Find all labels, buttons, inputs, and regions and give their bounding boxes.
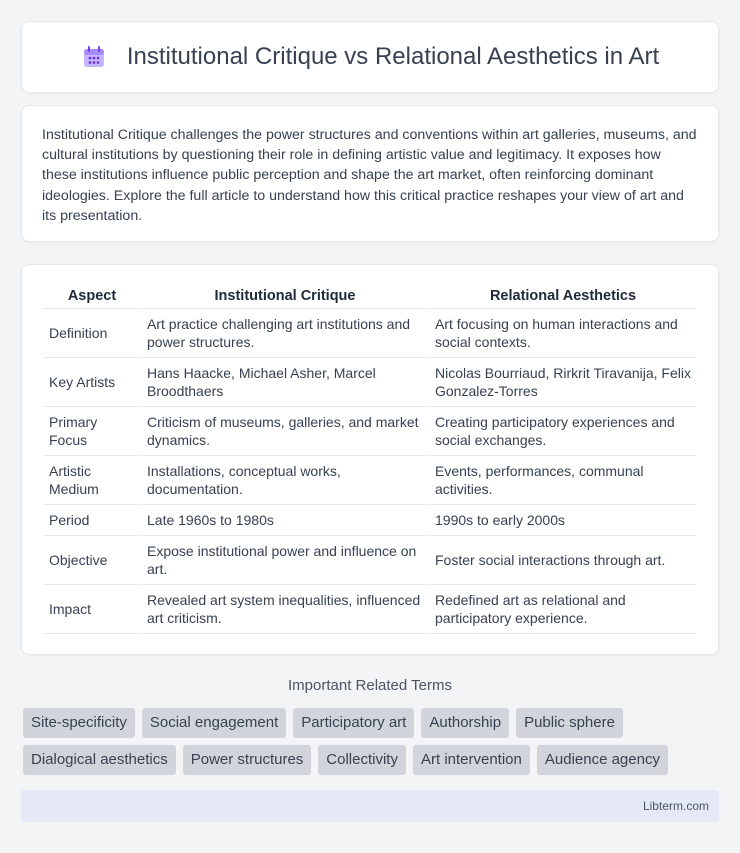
term-tag[interactable]: Art intervention: [413, 745, 530, 775]
row-institutional: Expose institutional power and influence on art.: [142, 536, 428, 585]
table-row: [44, 358, 696, 407]
comparison-table-card: [21, 264, 719, 655]
row-aspect: Period: [44, 505, 140, 536]
row-aspect: Objective: [44, 536, 140, 585]
header-institutional-critique: Institutional Critique: [142, 283, 428, 309]
row-aspect: Key Artists: [44, 358, 140, 407]
term-tag[interactable]: Social engagement: [142, 708, 286, 738]
row-institutional: Art practice challenging art institutions and power structures.: [142, 309, 428, 358]
term-tag[interactable]: Participatory art: [293, 708, 414, 738]
footer: [21, 790, 719, 822]
table-row: [44, 536, 696, 585]
term-tag[interactable]: Audience agency: [537, 745, 668, 775]
term-tag[interactable]: Collectivity: [318, 745, 406, 775]
row-aspect: Primary Focus: [44, 407, 140, 456]
related-terms-heading: Important Related Terms: [288, 677, 452, 694]
header-aspect: Aspect: [44, 283, 140, 309]
page-title: Institutional Critique vs Relational Aesthetics in Art: [126, 43, 660, 70]
header-relational-aesthetics: Relational Aesthetics: [430, 283, 696, 309]
row-relational: Redefined art as relational and participatory experience.: [430, 585, 696, 634]
intro-text: Institutional Critique challenges the power structures and conventions within art galleries, museums, and cultural institutions by questioning their role in defining artistic value and legitimacy. It exposes how these institutions influence public perception and shape the art market, often reinforcing dominant ideologies. Explore the full article to understand how this critical practice reshapes your view of art and its presentation.: [42, 127, 697, 224]
intro-card: [21, 105, 719, 242]
row-aspect: Definition: [44, 309, 140, 358]
calendar-icon: [81, 44, 107, 70]
row-institutional: Installations, conceptual works, documentation.: [142, 456, 428, 505]
table-row: [44, 505, 696, 536]
term-tag[interactable]: Power structures: [183, 745, 312, 775]
row-institutional: Revealed art system inequalities, influenced art criticism.: [142, 585, 428, 634]
term-tag[interactable]: Site-specificity: [23, 708, 135, 738]
table-row: [44, 585, 696, 634]
comparison-table: [42, 283, 698, 634]
row-relational: Creating participatory experiences and social exchanges.: [430, 407, 696, 456]
row-aspect: Impact: [44, 585, 140, 634]
row-relational: Art focusing on human interactions and social contexts.: [430, 309, 696, 358]
table-header-row: [44, 283, 696, 309]
row-aspect: Artistic Medium: [44, 456, 140, 505]
row-institutional: Hans Haacke, Michael Asher, Marcel Broodthaers: [142, 358, 428, 407]
table-row: [44, 456, 696, 505]
row-relational: Nicolas Bourriaud, Rirkrit Tiravanija, Felix Gonzalez-Torres: [430, 358, 696, 407]
row-relational: Foster social interactions through art.: [430, 536, 696, 585]
footer-brand-link[interactable]: Libterm.com: [642, 799, 709, 813]
row-relational: Events, performances, communal activities.: [430, 456, 696, 505]
term-tag[interactable]: Public sphere: [516, 708, 623, 738]
table-row: [44, 309, 696, 358]
row-relational: 1990s to early 2000s: [430, 505, 696, 536]
related-terms-section: [0, 677, 740, 708]
row-institutional: Late 1960s to 1980s: [142, 505, 428, 536]
table-row: [44, 407, 696, 456]
header-card: [21, 21, 719, 93]
related-terms-list: [23, 708, 723, 775]
term-tag[interactable]: Authorship: [421, 708, 509, 738]
row-institutional: Criticism of museums, galleries, and market dynamics.: [142, 407, 428, 456]
term-tag[interactable]: Dialogical aesthetics: [23, 745, 176, 775]
